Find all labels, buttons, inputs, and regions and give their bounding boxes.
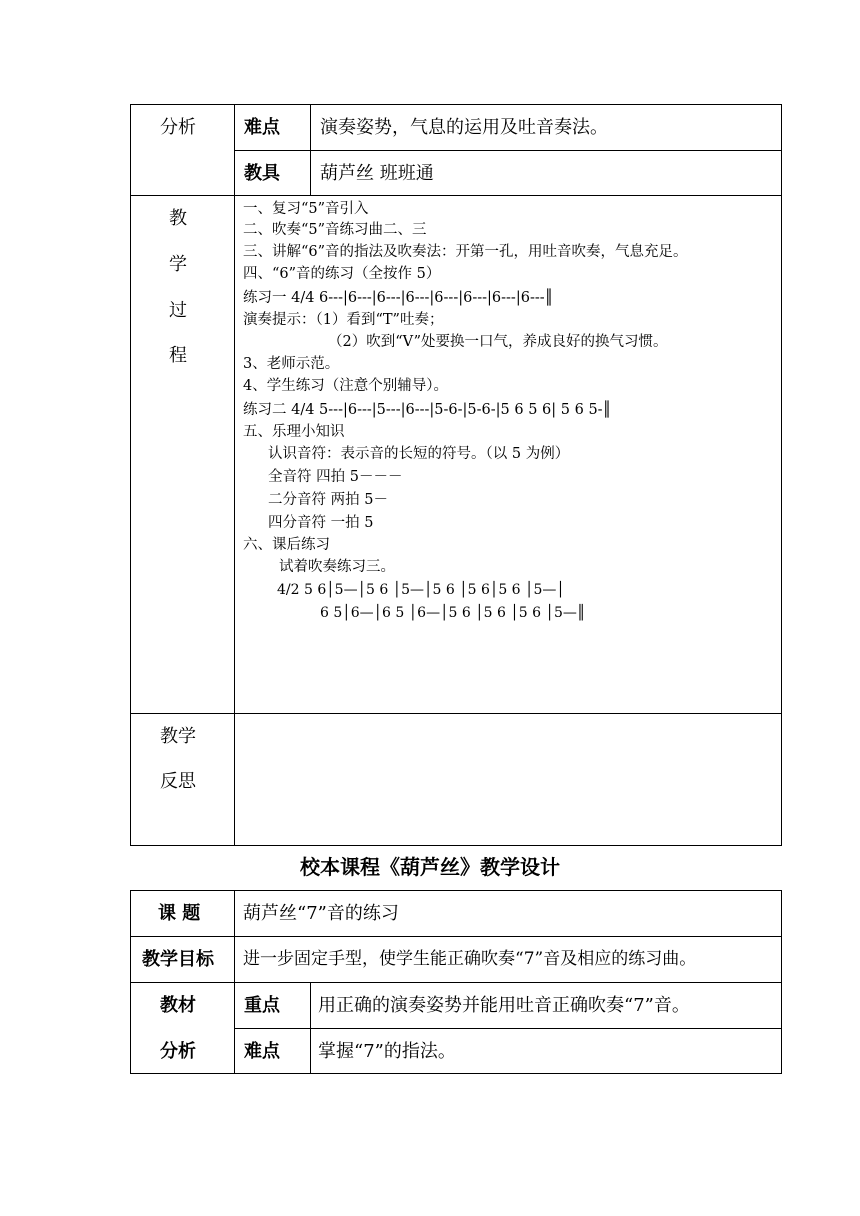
process-line: 4、学生练习（注意个别辅导）。 [243, 378, 448, 394]
note-row: 四分音符 一拍 5 [268, 515, 374, 531]
key-label: 重点 [244, 995, 280, 1016]
process-line: 二、吹奏“5”音练习曲二、三 [243, 222, 427, 238]
process-label-char: 学 [169, 254, 187, 275]
material-label: 教材 [160, 995, 196, 1016]
exercise-one-line: 练习一 4/4 6---|6---|6---|6---|6---|6---|6---|6---║ [243, 290, 554, 306]
process-label-char: 教 [169, 208, 187, 229]
difficulty-text: 演奏姿势，气息的运用及吐音奏法。 [320, 117, 608, 138]
tools-text: 葫芦丝 班班通 [320, 163, 434, 184]
exercise-two-line: 练习二 4/4 5---|6---|5---|6---|5-6-|5-6-|5 6 5 6| 5 6 5-║ [243, 402, 612, 418]
note-row: 全音符 四拍 5－－－ [268, 469, 403, 485]
topic-label: 课 题 [158, 903, 201, 924]
tools-label: 教具 [244, 163, 280, 184]
difficulty-text-2: 掌握“7”的指法。 [318, 1041, 456, 1062]
goal-label: 教学目标 [142, 949, 214, 970]
process-line: 3、老师示范。 [243, 356, 340, 372]
notation-line: 4/2 5 6│5—│5 6 │5—│5 6 │5 6│5 6 │5—│ [277, 582, 565, 598]
process-line: 试着吹奏练习三。 [279, 559, 395, 575]
process-line: 五、乐理小知识 [243, 424, 345, 440]
topic-text: 葫芦丝“7”音的练习 [243, 903, 399, 924]
process-line: 演奏提示：（1）看到“T”吐奏； [243, 312, 444, 328]
process-line: 三、讲解“6”音的指法及吹奏法：开第一孔，用吐音吹奏，气息充足。 [243, 244, 688, 260]
notation-line: 6 5│6—│6 5 │6—│5 6 │5 6 │5 6 │5—║ [320, 605, 586, 621]
reflection-label: 教学 [160, 726, 196, 747]
reflection-label: 反思 [160, 771, 196, 792]
process-line: 认识音符：表示音的长短的符号。（以 5 为例） [268, 446, 570, 462]
section-title: 校本课程《葫芦丝》教学设计 [300, 855, 560, 879]
process-label-char: 程 [169, 345, 187, 366]
difficulty-label: 难点 [244, 117, 280, 138]
material-label: 分析 [160, 1041, 196, 1062]
note-row: 二分音符 两拍 5－ [268, 492, 388, 508]
process-line: 四、“6”音的练习（全按作 5） [243, 266, 441, 282]
difficulty-label-2: 难点 [244, 1041, 280, 1062]
key-text: 用正确的演奏姿势并能用吐音正确吹奏“7”音。 [318, 995, 690, 1016]
goal-text: 进一步固定手型，使学生能正确吹奏“7”音及相应的练习曲。 [243, 949, 697, 969]
process-label-char: 过 [169, 300, 187, 321]
process-line: （2）吹到“V”处要换一口气，养成良好的换气习惯。 [328, 334, 668, 350]
analysis-label: 分析 [160, 117, 196, 138]
process-line: 六、课后练习 [243, 537, 330, 553]
process-line: 一、复习“5”音引入 [243, 201, 369, 217]
